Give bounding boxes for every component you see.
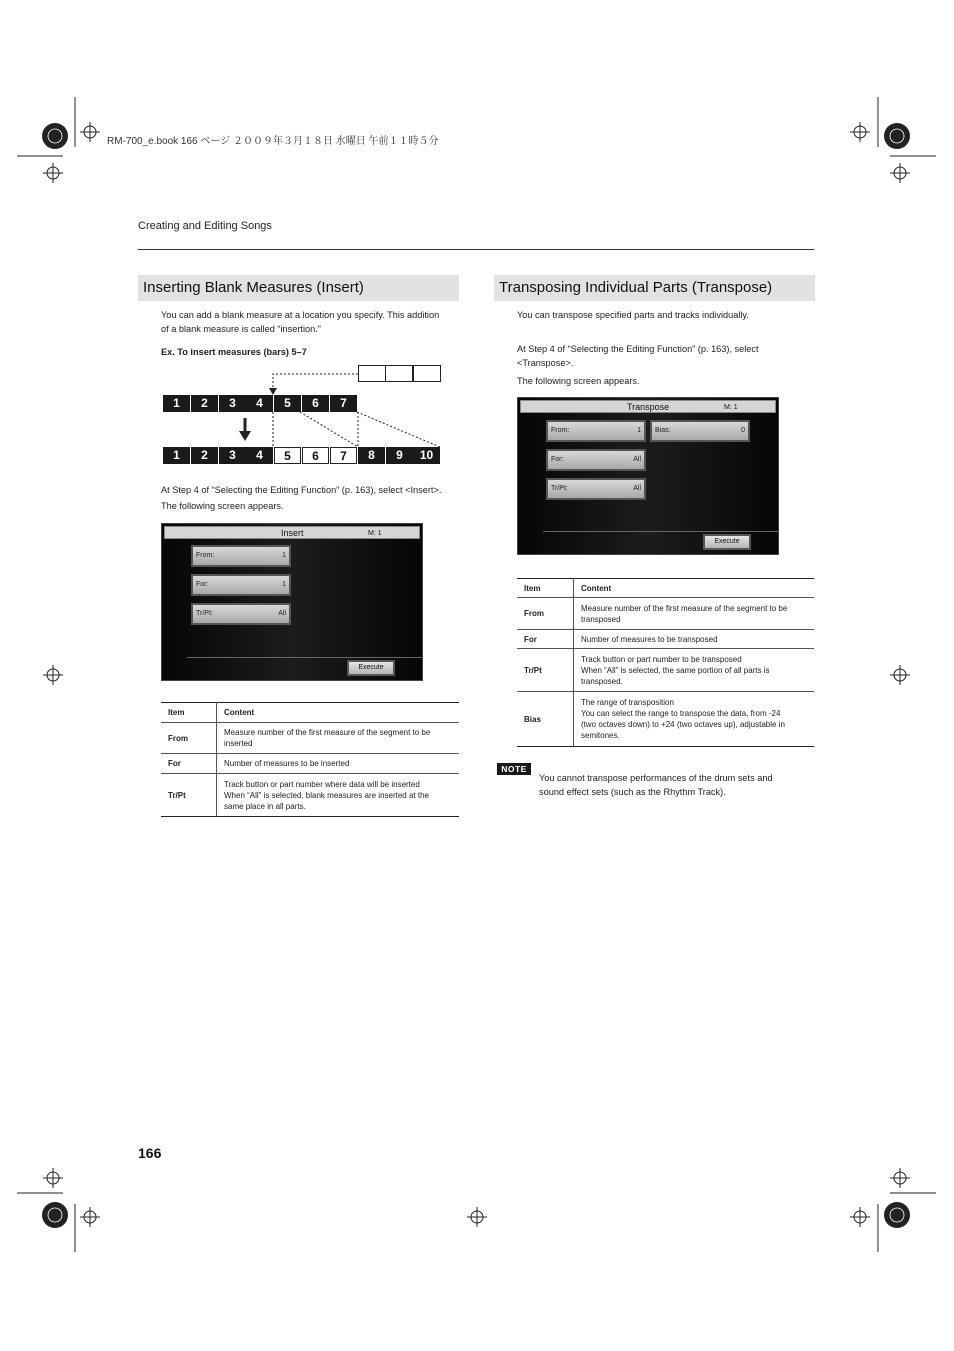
measure-box: 7 bbox=[330, 395, 357, 412]
measure-indicator: M: 1 bbox=[724, 404, 738, 411]
table-header-content: Content bbox=[217, 703, 460, 723]
section-title-transpose: Transposing Individual Parts (Transpose) bbox=[494, 275, 815, 301]
measure-box: 5 bbox=[274, 395, 301, 412]
table-cell-item: For bbox=[161, 754, 217, 774]
example-heading: Ex. To insert measures (bars) 5–7 bbox=[161, 347, 307, 357]
for-field-value: All bbox=[633, 456, 641, 463]
bias-field-value: 0 bbox=[741, 427, 745, 434]
table-cell-content: Track button or part number to be transposed When “All” is selected, the same portion of all parts is transposed. bbox=[574, 649, 815, 692]
bias-field-label: Bias: bbox=[655, 427, 671, 434]
transpose-step-line2: <Transpose>. bbox=[517, 358, 574, 368]
table-cell-content: The range of transposition You can select the range to transpose the data, from -24 (two octaves down) to +24 (two octaves up), adjustable in semitones. bbox=[574, 692, 815, 747]
for-field[interactable] bbox=[191, 574, 291, 596]
measure-box: 4 bbox=[246, 395, 273, 412]
table-row bbox=[161, 754, 459, 774]
page-header: RM-700_e.book 166 ページ ２００９年３月１８日 水曜日 午前１１時５分 bbox=[107, 136, 439, 147]
from-field-label: From: bbox=[551, 427, 570, 434]
table-header-item: Item bbox=[517, 579, 574, 598]
table-cell-content: Number of measures to be transposed bbox=[574, 630, 815, 649]
from-field[interactable] bbox=[546, 420, 646, 442]
for-field-value: 1 bbox=[282, 581, 286, 588]
trpt-field-label: Tr/Pt: bbox=[196, 610, 213, 617]
trpt-field-value: All bbox=[633, 485, 641, 492]
insert-step-text: At Step 4 of “Selecting the Editing Function” (p. 163), select <Insert>. bbox=[161, 485, 442, 495]
transpose-intro: You can transpose specified parts and tracks individually. bbox=[517, 310, 749, 320]
table-row bbox=[517, 649, 814, 692]
transpose-table bbox=[517, 578, 814, 747]
table-row bbox=[517, 598, 814, 630]
from-field[interactable] bbox=[191, 545, 291, 567]
insert-screen-title: Insert bbox=[281, 528, 304, 538]
insert-intro-line2: of a blank measure is called “insertion.” bbox=[161, 324, 321, 334]
table-row bbox=[517, 630, 814, 649]
table-cell-item: From bbox=[517, 598, 574, 630]
insert-intro-line1: You can add a blank measure at a location you specify. This addition bbox=[161, 310, 440, 320]
for-field[interactable] bbox=[546, 449, 646, 471]
diagram-lines bbox=[0, 0, 460, 470]
measure-box: 9 bbox=[386, 447, 413, 464]
measure-box-inserted: 6 bbox=[302, 447, 329, 464]
measure-box: 2 bbox=[191, 447, 218, 464]
measure-box: 3 bbox=[219, 395, 246, 412]
measure-box: 8 bbox=[358, 447, 385, 464]
transpose-following: The following screen appears. bbox=[517, 376, 640, 386]
execute-button[interactable]: Execute bbox=[703, 534, 751, 550]
table-cell-item: For bbox=[517, 630, 574, 649]
page-number: 166 bbox=[138, 1145, 162, 1161]
from-field-value: 1 bbox=[282, 552, 286, 559]
measure-box: 4 bbox=[246, 447, 273, 464]
trpt-field-label: Tr/Pt: bbox=[551, 485, 568, 492]
table-cell-item: Tr/Pt bbox=[517, 649, 574, 692]
execute-button[interactable]: Execute bbox=[347, 660, 395, 676]
measure-box: 1 bbox=[163, 447, 190, 464]
table-cell-item: Tr/Pt bbox=[161, 774, 217, 817]
from-field-label: From: bbox=[196, 552, 215, 559]
transpose-step-line1: At Step 4 of “Selecting the Editing Function” (p. 163), select bbox=[517, 344, 759, 354]
from-field-value: 1 bbox=[637, 427, 641, 434]
table-header-content: Content bbox=[574, 579, 815, 598]
note-line2: sound effect sets (such as the Rhythm Track). bbox=[539, 787, 726, 797]
trpt-field[interactable] bbox=[546, 478, 646, 500]
table-cell-content: Measure number of the first measure of the segment to be transposed bbox=[574, 598, 815, 630]
table-row bbox=[161, 723, 459, 754]
measure-box: 2 bbox=[191, 395, 218, 412]
table-cell-item: From bbox=[161, 723, 217, 754]
measure-box: 6 bbox=[302, 395, 329, 412]
measure-box: 1 bbox=[163, 395, 190, 412]
transpose-screen-title: Transpose bbox=[627, 402, 670, 412]
for-field-label: For: bbox=[551, 456, 564, 463]
table-cell-item: Bias bbox=[517, 692, 574, 747]
table-row bbox=[161, 774, 459, 817]
screen-divider bbox=[187, 657, 422, 658]
section-title-insert: Inserting Blank Measures (Insert) bbox=[138, 275, 459, 301]
table-cell-content: Track button or part number where data will be inserted When “All” is selected, blank measures are inserted at the same place in all parts. bbox=[217, 774, 460, 817]
transpose-screen bbox=[517, 397, 779, 555]
screen-divider bbox=[543, 531, 778, 532]
measure-box-inserted: 7 bbox=[330, 447, 357, 464]
insert-table bbox=[161, 702, 459, 817]
insert-screen bbox=[161, 523, 423, 681]
insert-following: The following screen appears. bbox=[161, 501, 284, 511]
running-head: Creating and Editing Songs bbox=[138, 220, 272, 232]
insert-screen-titlebar bbox=[164, 526, 420, 539]
trpt-field-value: All bbox=[278, 610, 286, 617]
note-line1: You cannot transpose performances of the drum sets and bbox=[539, 773, 773, 783]
measure-box: 3 bbox=[219, 447, 246, 464]
table-row bbox=[517, 692, 814, 747]
measure-box: 10 bbox=[413, 447, 440, 464]
transpose-screen-titlebar bbox=[520, 400, 776, 413]
bias-field[interactable] bbox=[650, 420, 750, 442]
table-cell-content: Measure number of the first measure of the segment to be inserted bbox=[217, 723, 460, 754]
measure-indicator: M: 1 bbox=[368, 530, 382, 537]
trpt-field[interactable] bbox=[191, 603, 291, 625]
table-header-item: Item bbox=[161, 703, 217, 723]
table-cell-content: Number of measures to be inserted bbox=[217, 754, 460, 774]
note-badge: NOTE bbox=[497, 763, 531, 775]
for-field-label: For: bbox=[196, 581, 209, 588]
measure-box-inserted: 5 bbox=[274, 447, 301, 464]
